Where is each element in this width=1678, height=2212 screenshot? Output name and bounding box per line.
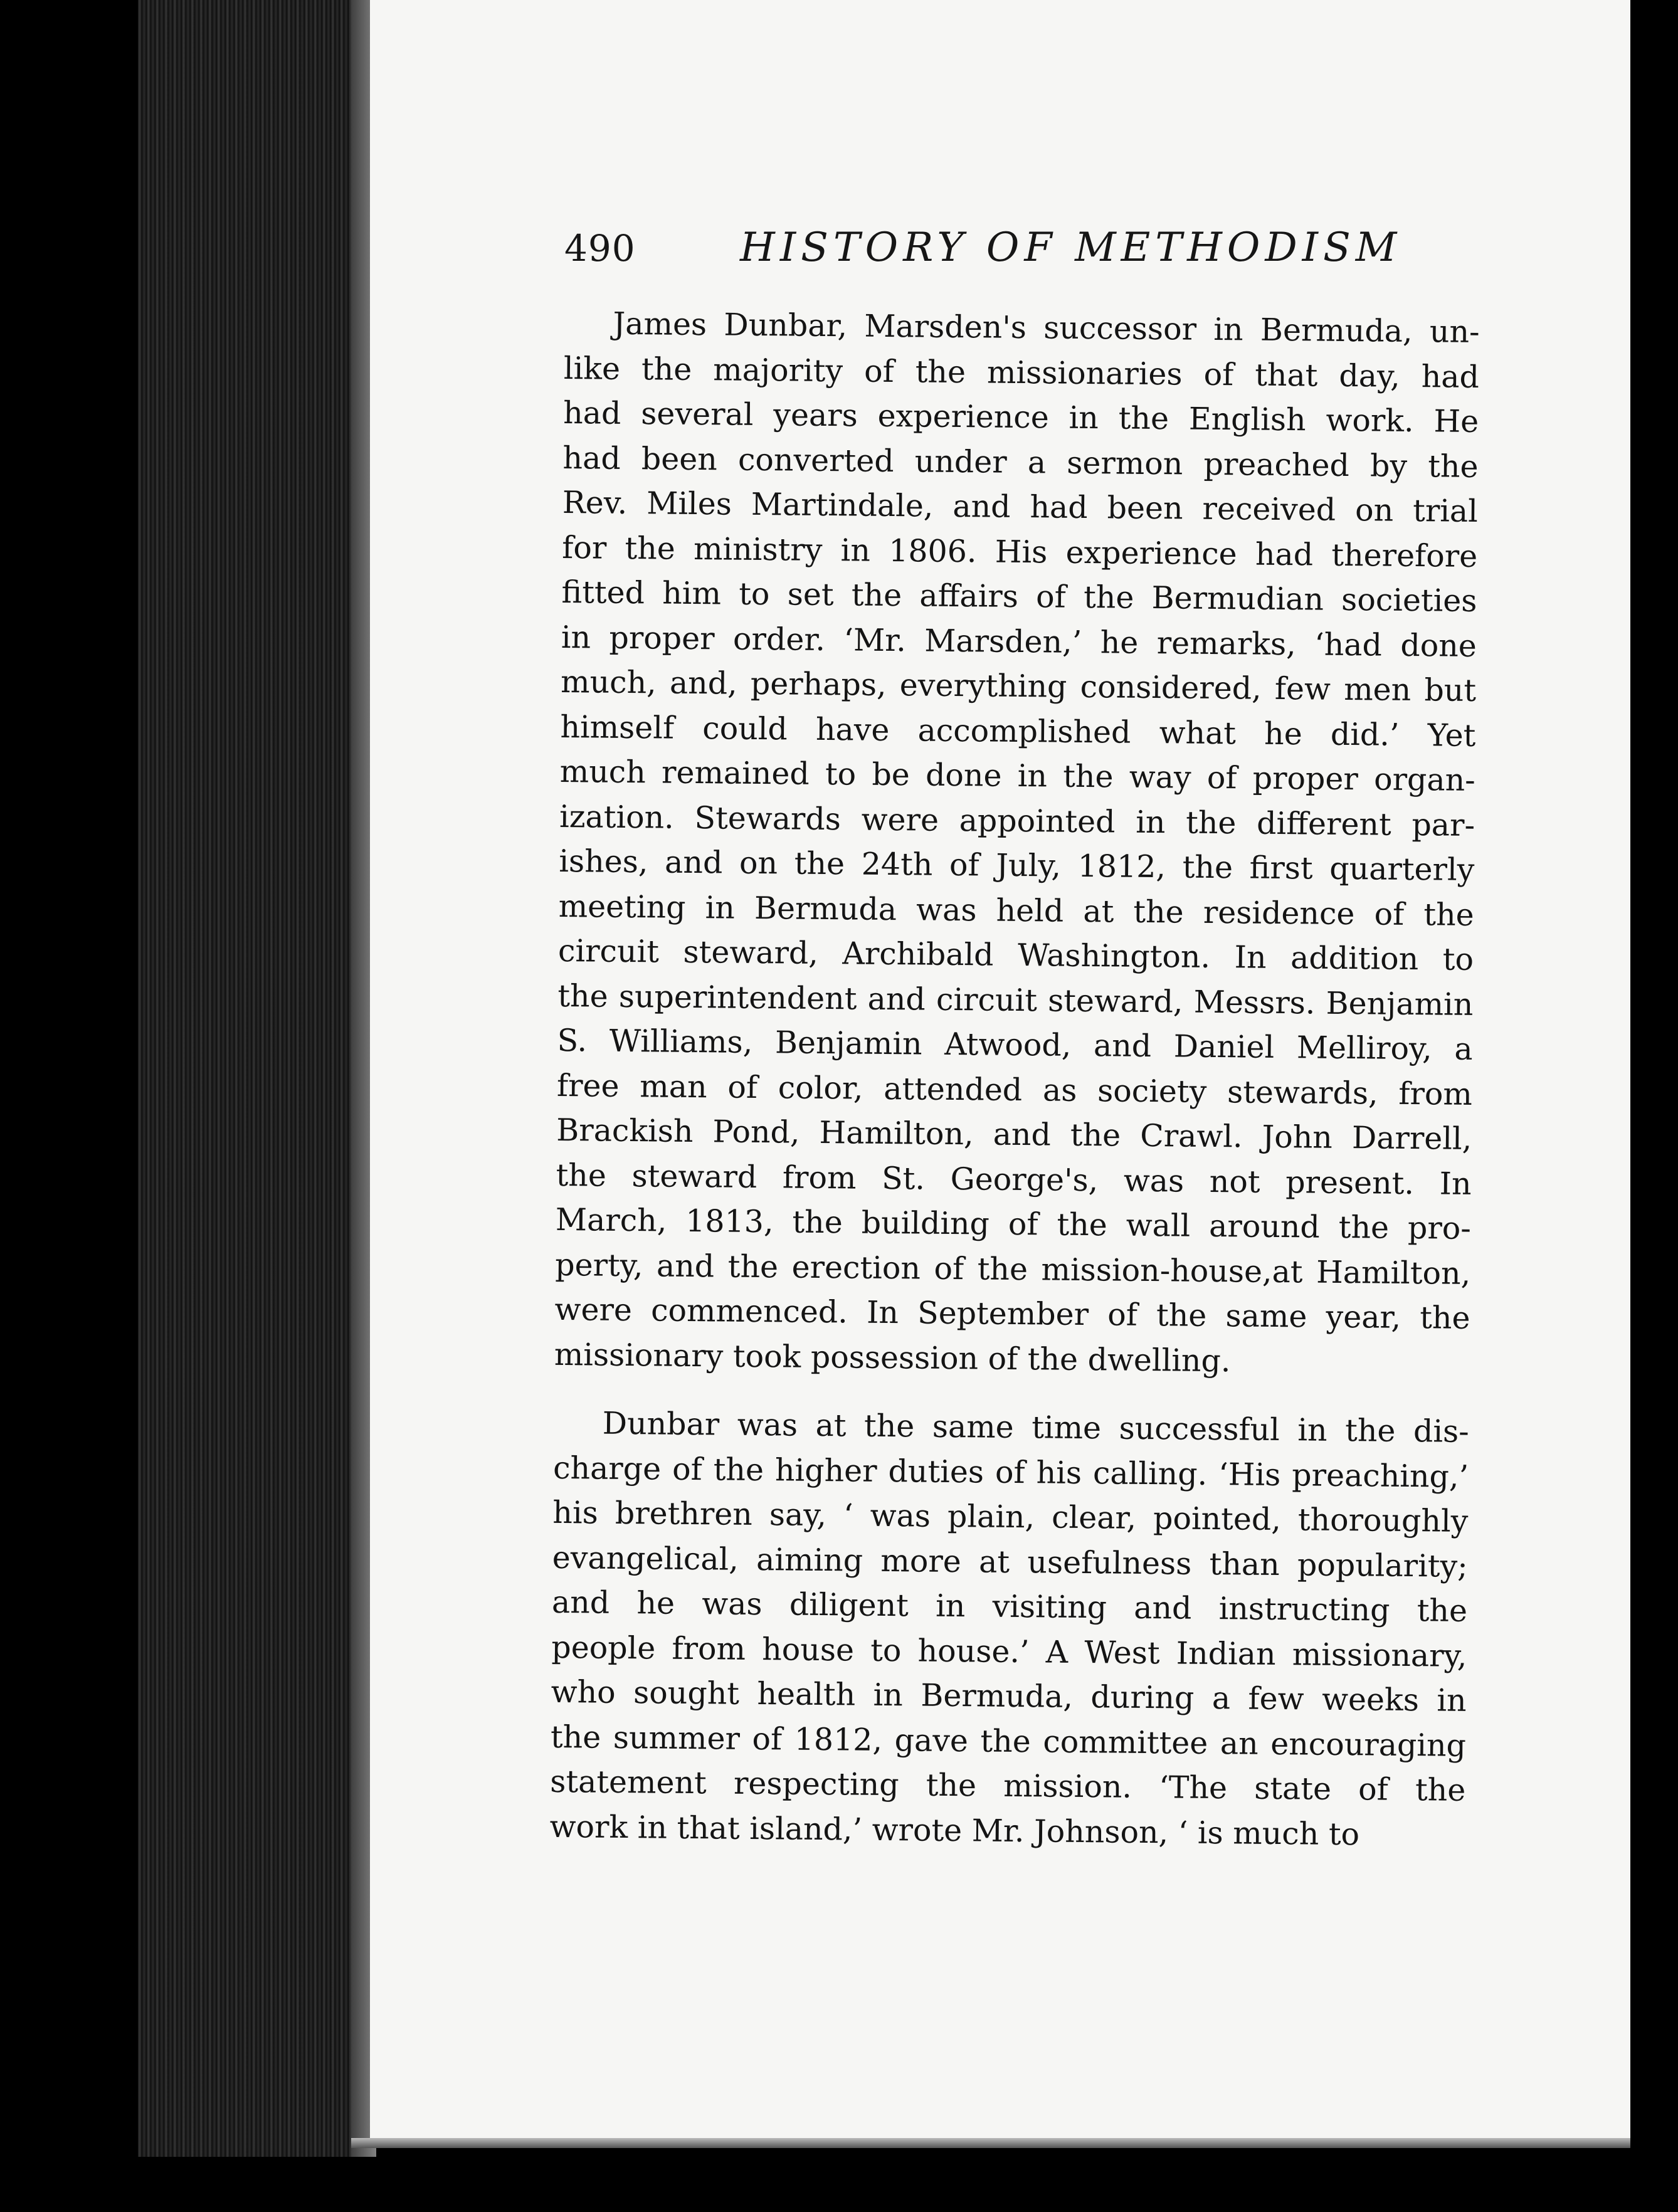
text-line: were commenced. In September of the same year, the [554, 1291, 1470, 1336]
text-line: ization. Stewards were appointed in the different par- [559, 798, 1475, 843]
page-number: 490 [564, 227, 636, 270]
page-edges [138, 0, 376, 2157]
body-text [549, 301, 1480, 1858]
text-line: missionary took possession of the dwelling. [554, 1336, 1231, 1379]
text-line: had been converted under a sermon preached by the [562, 440, 1479, 485]
text-line: meeting in Bermuda was held at the residence of the [558, 888, 1474, 933]
text-line: the summer of 1812, gave the committee an encouraging [550, 1719, 1467, 1764]
text-line: March, 1813, the building of the wall around the pro- [555, 1201, 1472, 1246]
text-line: and he was diligent in visiting and instructing the [551, 1584, 1468, 1629]
text-line: much, and, perhaps, everything considered, few men but [560, 663, 1477, 708]
text-line: S. Williams, Benjamin Atwood, and Daniel Melliroy, a [557, 1022, 1473, 1067]
text-line: James Dunbar, Marsden's successor in Bermuda, un- [613, 305, 1480, 350]
text-line: evangelical, aiming more at usefulness than popularity; [552, 1539, 1468, 1584]
running-title: HISTORY OF METHODISM [740, 224, 1402, 271]
text-line: like the majority of the missionaries of that day, had [563, 350, 1480, 395]
text-line: statement respecting the mission. ‘The state of the [550, 1763, 1466, 1808]
text-line: who sought health in Bermuda, during a few weeks in [551, 1673, 1467, 1719]
page-bottom-edge [351, 2138, 1630, 2148]
text-line: people from house to house.’ A West Indian missionary, [551, 1629, 1467, 1674]
text-line: the superintendent and circuit steward, Messrs. Benjamin [557, 977, 1474, 1023]
running-head [564, 219, 1402, 288]
text-line: ishes, and on the 24th of July, 1812, the first quarterly [559, 843, 1475, 888]
text-line: himself could have accomplished what he did.’ Yet [560, 708, 1476, 754]
text-line: had several years experience in the English work. He [563, 394, 1479, 440]
text-line: perty, and the erection of the mission-house,at Hamilton, [554, 1246, 1471, 1292]
text-line: work in that island,’ wrote Mr. Johnson, ‘ is much to [549, 1808, 1360, 1852]
text-line: his brethren say, ‘ was plain, clear, pointed, thoroughly [552, 1494, 1469, 1539]
text-line: Brackish Pond, Hamilton, and the Crawl. John Darrell, [556, 1112, 1472, 1157]
text-line: the steward from St. George's, was not present. In [556, 1157, 1472, 1202]
text-line: free man of color, attended as society stewards, from [556, 1067, 1473, 1112]
text-line: for the ministry in 1806. His experience had therefore [561, 529, 1478, 574]
text-line: fitted him to set the affairs of the Bermudian societies [561, 574, 1477, 619]
text-line: circuit steward, Archibald Washington. In addition to [557, 932, 1474, 977]
text-line: much remained to be done in the way of proper organ- [559, 753, 1476, 798]
paragraph [549, 1401, 1469, 1858]
right-margin-shadow [1630, 0, 1678, 2212]
text-line: Rev. Miles Martindale, and had been received on trial [562, 484, 1479, 529]
text-line: Dunbar was at the same time successful in the dis- [602, 1405, 1470, 1450]
text-line: charge of the higher duties of his calling. ‘His preaching,’ [552, 1450, 1469, 1495]
text-line: in proper order. ‘Mr. Marsden,’ he remarks, ‘had done [561, 619, 1477, 664]
paragraph [554, 301, 1480, 1386]
